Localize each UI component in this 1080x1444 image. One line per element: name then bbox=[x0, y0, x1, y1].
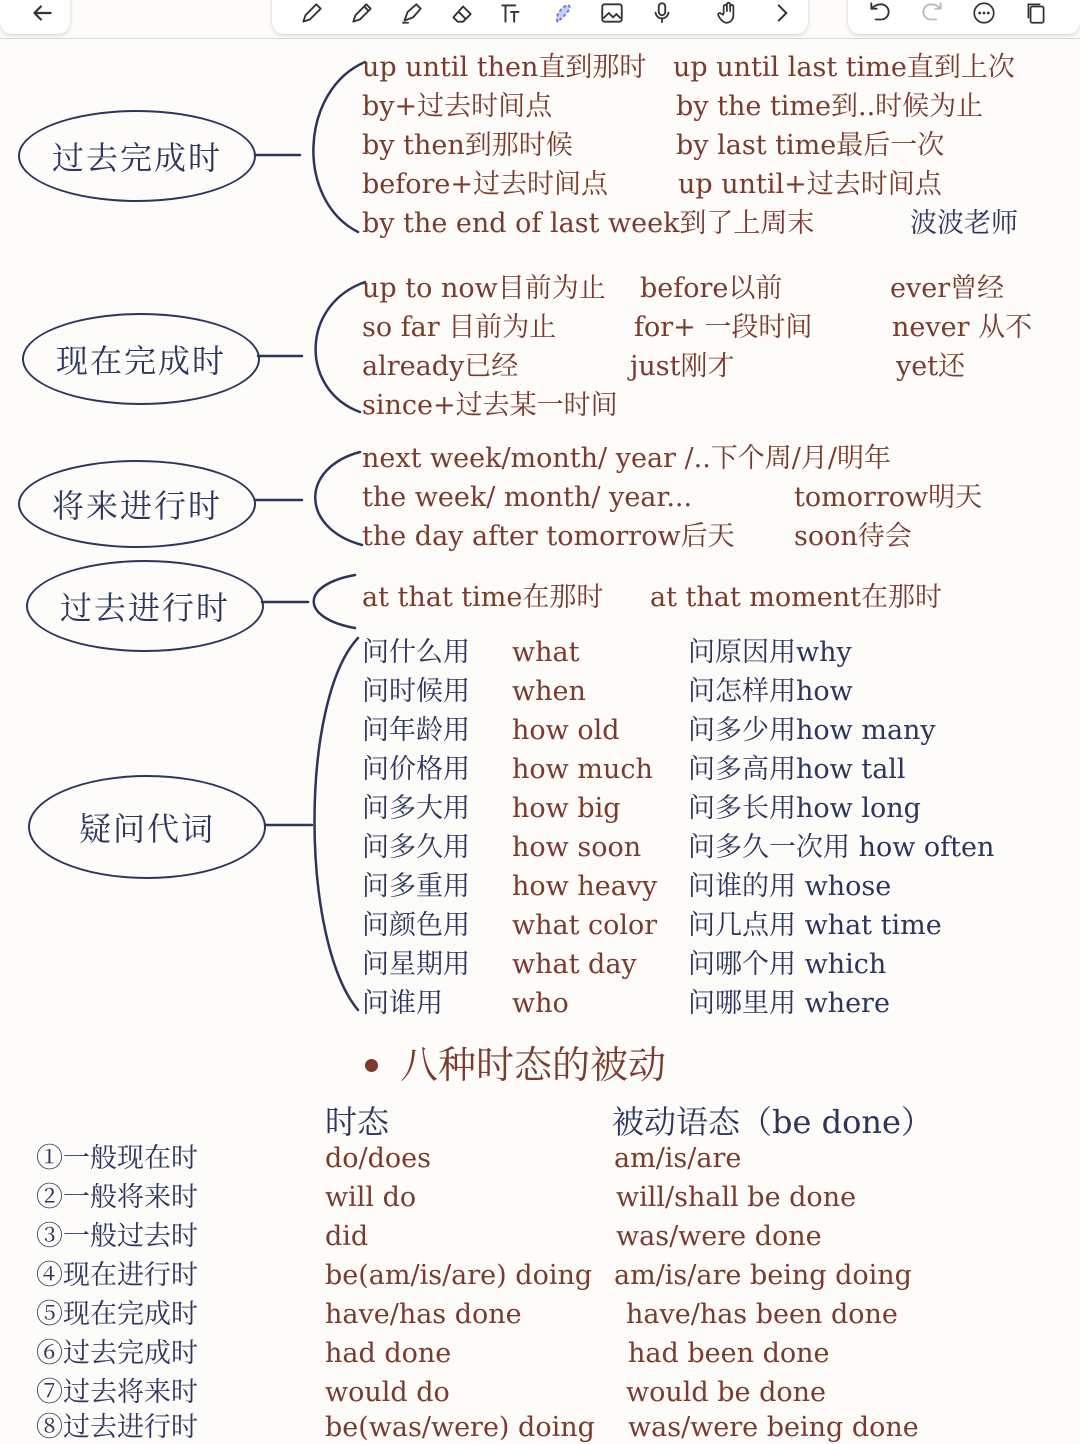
active-form: have/has done bbox=[325, 1299, 522, 1330]
phrase: never 从不 bbox=[892, 312, 1033, 343]
active-form: will do bbox=[325, 1182, 417, 1213]
question-word: who bbox=[512, 988, 569, 1019]
passive-form: am/is/are being doing bbox=[614, 1260, 912, 1291]
node-label: 疑问代词 bbox=[78, 810, 215, 848]
phrase: up until+过去时间点 bbox=[678, 169, 942, 200]
node-present-perfect bbox=[22, 313, 260, 405]
question-cn: 问谁用 bbox=[362, 988, 443, 1019]
question-pair: 问多长用how long bbox=[688, 793, 921, 824]
phrase: already已经 bbox=[362, 351, 519, 382]
phrase: the week/ month/ year... bbox=[362, 482, 693, 513]
node-label: 过去进行时 bbox=[59, 589, 230, 627]
node-past-perfect bbox=[18, 110, 256, 202]
tense-name: ①一般现在时 bbox=[36, 1143, 198, 1174]
phrase: for+ 一段时间 bbox=[634, 312, 813, 343]
question-cn: 问多大用 bbox=[362, 793, 470, 824]
phrase: next week/month/ year /..下个周/月/明年 bbox=[362, 443, 891, 474]
question-word: how old bbox=[512, 715, 620, 746]
phrase: just刚才 bbox=[630, 351, 735, 382]
author-signature: 波波老师 bbox=[910, 208, 1018, 239]
question-cn: 问多重用 bbox=[362, 871, 470, 902]
phrase: up until last time直到上次 bbox=[673, 52, 1015, 83]
question-cn: 问价格用 bbox=[362, 754, 470, 785]
active-form: be(am/is/are) doing bbox=[325, 1260, 593, 1291]
question-word: what day bbox=[512, 949, 637, 980]
phrase: at that moment在那时 bbox=[650, 582, 942, 613]
tense-name: ⑤现在完成时 bbox=[36, 1299, 198, 1330]
question-pair: 问怎样用how bbox=[688, 676, 853, 707]
phrase: at that time在那时 bbox=[362, 582, 604, 613]
question-word: what bbox=[512, 637, 580, 668]
question-cn: 问星期用 bbox=[362, 949, 470, 980]
phrase: yet还 bbox=[896, 351, 966, 382]
question-cn: 问时候用 bbox=[362, 676, 470, 707]
passive-form: was/were being done bbox=[628, 1412, 919, 1443]
column-header-tense: 时态 bbox=[325, 1103, 390, 1141]
phrase: tomorrow明天 bbox=[794, 482, 983, 513]
question-word: when bbox=[512, 676, 586, 707]
tense-name: ②一般将来时 bbox=[36, 1182, 198, 1213]
node-future-continuous bbox=[18, 460, 256, 548]
phrase: the day after tomorrow后天 bbox=[362, 521, 735, 552]
node-label: 将来进行时 bbox=[51, 487, 222, 525]
node-label: 过去完成时 bbox=[51, 139, 222, 177]
question-pair: 问哪个用 which bbox=[688, 949, 887, 980]
passive-form: had been done bbox=[628, 1338, 830, 1369]
phrase: before以前 bbox=[640, 273, 783, 304]
question-pair: 问多少用how many bbox=[688, 715, 936, 746]
phrase: since+过去某一时间 bbox=[362, 390, 618, 421]
active-form: be(was/were) doing bbox=[325, 1412, 595, 1443]
passive-heading-text: 八种时态的被动 bbox=[400, 1043, 667, 1087]
passive-form: was/were done bbox=[616, 1221, 822, 1252]
passive-form: would be done bbox=[626, 1377, 827, 1408]
passive-heading bbox=[365, 1034, 666, 1089]
passive-form: am/is/are bbox=[614, 1143, 742, 1174]
phrase: by the time到..时候为止 bbox=[676, 91, 984, 122]
active-form: do/does bbox=[325, 1143, 432, 1174]
question-pair: 问谁的用 whose bbox=[688, 871, 892, 902]
tense-name: ⑦过去将来时 bbox=[36, 1377, 198, 1408]
node-interrogatives bbox=[28, 775, 266, 879]
tense-name: ③一般过去时 bbox=[36, 1221, 198, 1252]
question-word: how soon bbox=[512, 832, 642, 863]
tense-name: ⑥过去完成时 bbox=[36, 1338, 198, 1369]
phrase: by+过去时间点 bbox=[362, 91, 553, 122]
phrase: by the end of last week到了上周末 bbox=[362, 208, 815, 239]
question-pair: 问几点用 what time bbox=[688, 910, 942, 941]
phrase: so far 目前为止 bbox=[362, 312, 557, 343]
question-pair: 问多高用how tall bbox=[688, 754, 906, 785]
tense-name: ④现在进行时 bbox=[36, 1260, 198, 1291]
phrase: soon待会 bbox=[794, 521, 912, 552]
question-word: how much bbox=[512, 754, 653, 785]
node-label: 现在完成时 bbox=[55, 342, 226, 380]
phrase: up until then直到那时 bbox=[362, 52, 647, 83]
phrase: ever曾经 bbox=[890, 273, 1005, 304]
active-form: had done bbox=[325, 1338, 452, 1369]
phrase: up to now目前为止 bbox=[362, 273, 606, 304]
bullet-icon bbox=[365, 1059, 378, 1072]
passive-form: will/shall be done bbox=[616, 1182, 857, 1213]
question-word: what color bbox=[512, 910, 658, 941]
column-header-passive: 被动语态（be done） bbox=[612, 1103, 933, 1141]
phrase: by then到那时候 bbox=[362, 130, 573, 161]
question-pair: 问哪里用 where bbox=[688, 988, 890, 1019]
question-pair: 问多久一次用 how often bbox=[688, 832, 995, 863]
tense-name: ⑧过去进行时 bbox=[36, 1412, 198, 1443]
node-past-continuous bbox=[26, 560, 264, 652]
phrase: before+过去时间点 bbox=[362, 169, 609, 200]
active-form: did bbox=[325, 1221, 369, 1252]
passive-form: have/has been done bbox=[626, 1299, 898, 1330]
question-cn: 问多久用 bbox=[362, 832, 470, 863]
phrase: by last time最后一次 bbox=[676, 130, 945, 161]
question-cn: 问颜色用 bbox=[362, 910, 470, 941]
question-cn: 问年龄用 bbox=[362, 715, 470, 746]
question-word: how heavy bbox=[512, 871, 658, 902]
active-form: would do bbox=[325, 1377, 450, 1408]
question-pair: 问原因用why bbox=[688, 637, 852, 668]
question-word: how big bbox=[512, 793, 621, 824]
question-cn: 问什么用 bbox=[362, 637, 470, 668]
